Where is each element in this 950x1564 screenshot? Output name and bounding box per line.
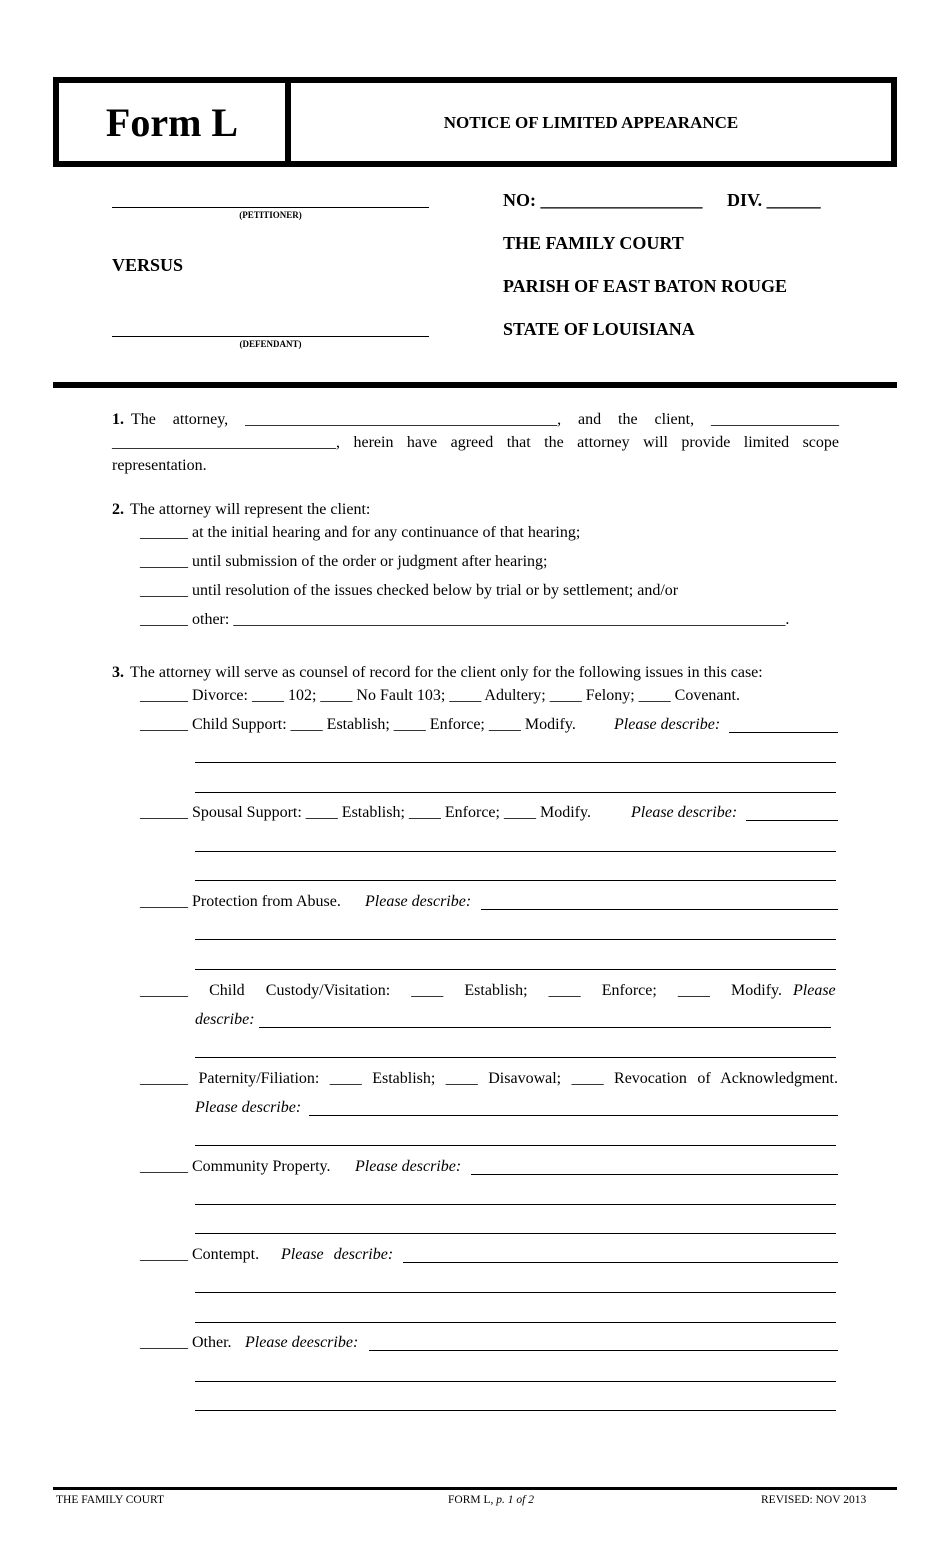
footer-revised: REVISED: NOV 2013 <box>761 1494 867 1506</box>
issue-paternity[interactable]: ______ Paternity/Filiation: ____ Establish; ____ Disavowal; ____ Revocation of Acknowledgment. <box>140 1070 838 1087</box>
custody-please-label: Please <box>793 982 836 999</box>
footer-court: THE FAMILY COURT <box>56 1494 165 1506</box>
footer-divider <box>53 1487 897 1490</box>
section1-line1[interactable]: The attorney, _______________________________________, and the client, ________________ <box>131 411 839 428</box>
custody-line-2[interactable] <box>195 1057 836 1058</box>
section2-item-initial-hearing[interactable]: ______ at the initial hearing and for any continuance of that hearing; <box>140 524 581 541</box>
spousal-describe-line[interactable] <box>746 820 838 821</box>
contempt-line-2[interactable] <box>195 1292 836 1293</box>
defendant-line[interactable] <box>112 336 429 337</box>
contempt-line-3[interactable] <box>195 1322 836 1323</box>
section2-item-resolution[interactable]: ______ until resolution of the issues checked below by trial or by settlement; and/or <box>140 582 679 599</box>
spousal-line-3[interactable] <box>195 880 836 881</box>
issue-child-support[interactable]: ______ Child Support: ____ Establish; ____ Enforce; ____ Modify. <box>140 716 576 733</box>
property-describe-label: Please describe: <box>355 1158 462 1175</box>
abuse-line-2[interactable] <box>195 939 836 940</box>
paternity-describe-label: Please describe: <box>195 1099 302 1116</box>
section2-item-order-submission[interactable]: ______ until submission of the order or judgment after hearing; <box>140 553 548 570</box>
case-number-field[interactable]: NO: __________________ <box>503 190 703 210</box>
issue-contempt[interactable]: ______ Contempt. <box>140 1246 260 1263</box>
child-support-line-3[interactable] <box>195 792 836 793</box>
abuse-describe-label: Please describe: <box>365 893 472 910</box>
other-line-2[interactable] <box>195 1381 836 1382</box>
caption-divider <box>53 382 897 388</box>
section1-line2[interactable]: ____________________________, herein have agreed that the attorney will provide limited scope <box>112 434 839 451</box>
issue-divorce[interactable]: ______ Divorce: ____ 102; ____ No Fault 103; ____ Adultery; ____ Felony; ____ Covenant. <box>140 687 740 704</box>
issue-other[interactable]: ______ Other. <box>140 1334 232 1351</box>
section3-number: 3. <box>112 664 124 681</box>
custody-describe-label: describe: <box>195 1011 255 1028</box>
issue-child-custody[interactable]: ______ Child Custody/Visitation: ____ Establish; ____ Enforce; ____ Modify. <box>140 982 782 999</box>
footer-form-label: FORM L, p. 1 of 2 <box>448 1494 534 1506</box>
division-field[interactable]: DIV. ______ <box>727 190 821 210</box>
spousal-line-2[interactable] <box>195 851 836 852</box>
abuse-describe-line[interactable] <box>481 909 838 910</box>
child-support-describe-label: Please describe: <box>614 716 721 733</box>
spousal-describe-label: Please describe: <box>631 804 738 821</box>
property-describe-line[interactable] <box>471 1174 838 1175</box>
other-describe-label: Please deescribe: <box>245 1334 359 1351</box>
form-header <box>53 77 897 167</box>
contempt-describe-label: Please describe: <box>281 1246 394 1263</box>
other-describe-line[interactable] <box>369 1350 838 1351</box>
state-name: STATE OF LOUISIANA <box>503 319 695 339</box>
section1-number: 1. <box>112 411 124 428</box>
paternity-line-2[interactable] <box>195 1145 836 1146</box>
property-line-2[interactable] <box>195 1204 836 1205</box>
defendant-label: (DEFENDANT) <box>239 339 302 349</box>
child-support-describe-line[interactable] <box>729 732 838 733</box>
property-line-3[interactable] <box>195 1233 836 1234</box>
section1-line3: representation. <box>112 457 207 474</box>
contempt-describe-line[interactable] <box>403 1262 838 1263</box>
form-title: Form L <box>105 100 239 145</box>
paternity-describe-line[interactable] <box>309 1115 838 1116</box>
section2-intro: The attorney will represent the client: <box>130 501 371 518</box>
issue-protection-abuse[interactable]: ______ Protection from Abuse. <box>140 893 341 910</box>
form-title-cell <box>59 83 291 161</box>
petitioner-line[interactable] <box>112 207 429 208</box>
form-subtitle: NOTICE OF LIMITED APPEARANCE <box>443 113 739 132</box>
parish-name: PARISH OF EAST BATON ROUGE <box>503 276 788 296</box>
abuse-line-3[interactable] <box>195 969 836 970</box>
court-name: THE FAMILY COURT <box>503 233 684 253</box>
child-support-line-2[interactable] <box>195 762 836 763</box>
section3-intro: The attorney will serve as counsel of record for the client only for the following issues in this case: <box>130 664 763 681</box>
versus-label: VERSUS <box>112 255 184 275</box>
custody-describe-line[interactable] <box>259 1027 831 1028</box>
section2-number: 2. <box>112 501 124 518</box>
issue-spousal-support[interactable]: ______ Spousal Support: ____ Establish; ____ Enforce; ____ Modify. <box>140 804 591 821</box>
section2-item-other[interactable]: ______ other: _____________________________________________________________________. <box>140 611 790 628</box>
petitioner-label: (PETITIONER) <box>239 210 302 220</box>
other-line-3[interactable] <box>195 1410 836 1411</box>
issue-community-property[interactable]: ______ Community Property. <box>140 1158 331 1175</box>
